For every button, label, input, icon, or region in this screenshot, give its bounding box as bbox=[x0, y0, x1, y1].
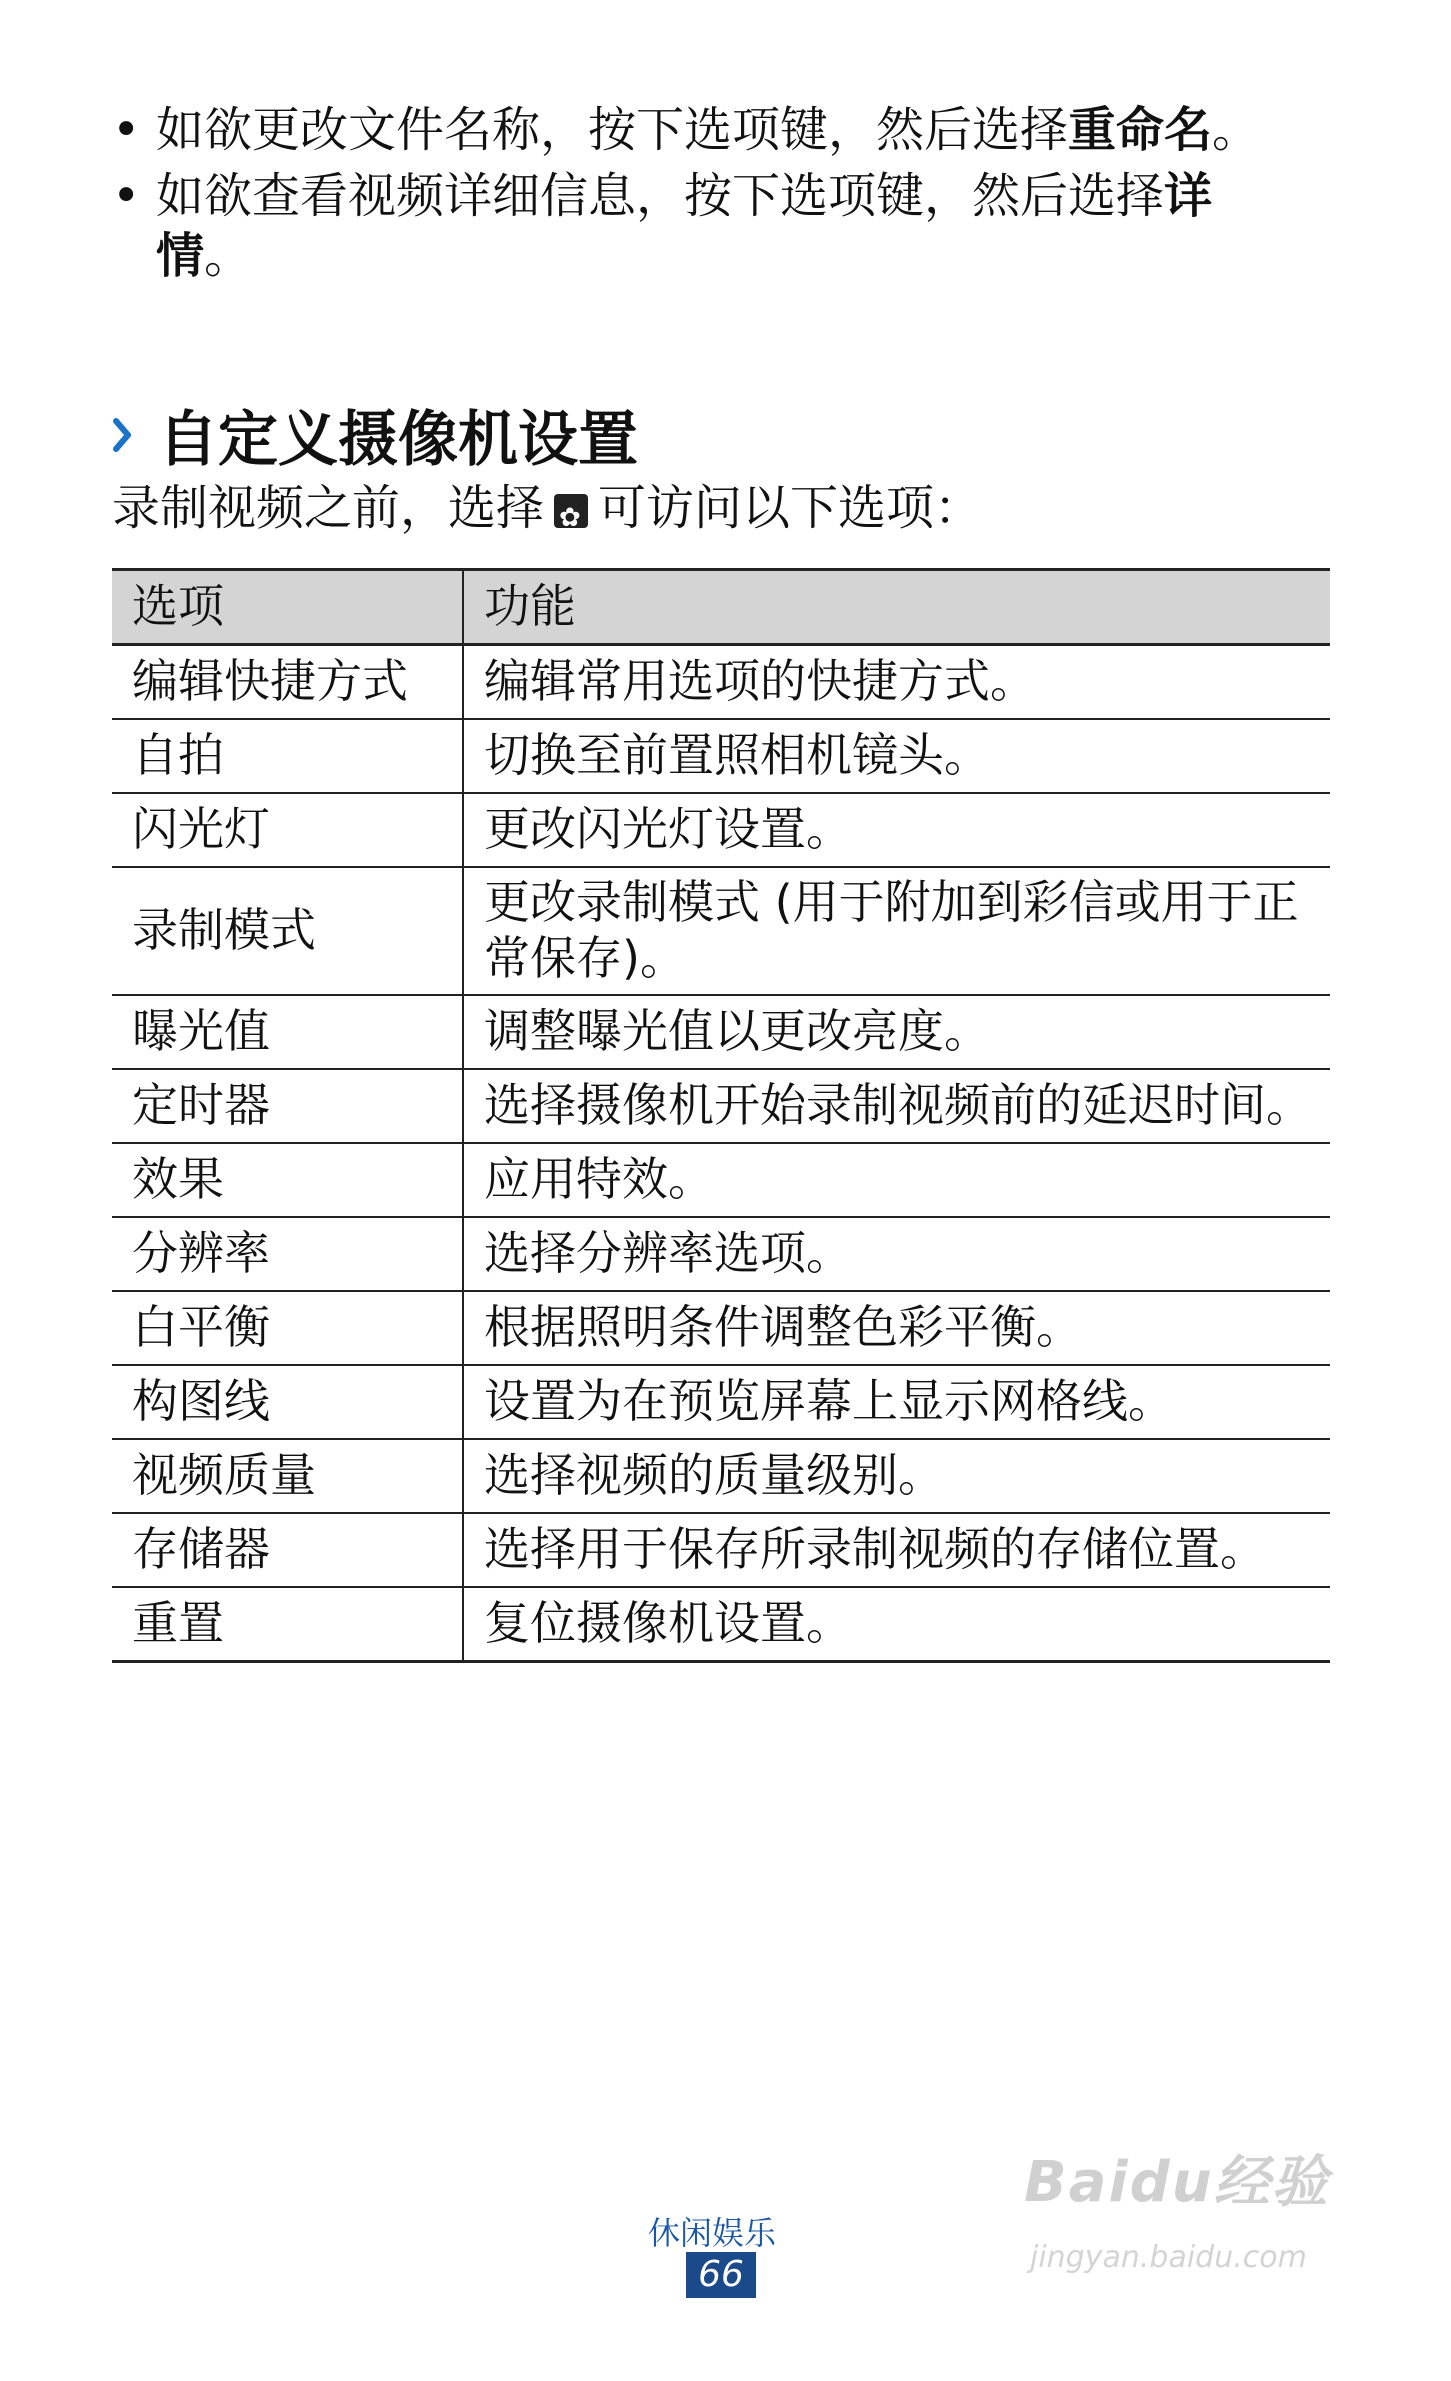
intro-text bbox=[112, 478, 982, 538]
option-name: 录制模式 bbox=[112, 867, 463, 995]
watermark-url: jingyan.baidu.com bbox=[1030, 2240, 1307, 2275]
option-name: 白平衡 bbox=[112, 1291, 463, 1365]
table-row bbox=[112, 793, 1330, 867]
table-row bbox=[112, 867, 1330, 995]
option-description: 更改录制模式 (用于附加到彩信或用于正常保存)。 bbox=[463, 867, 1330, 995]
option-description: 更改闪光灯设置。 bbox=[463, 793, 1330, 867]
table-row bbox=[112, 645, 1330, 720]
option-name: 构图线 bbox=[112, 1365, 463, 1439]
bullet-end: 。 bbox=[1212, 102, 1261, 158]
option-description: 调整曝光值以更改亮度。 bbox=[463, 995, 1330, 1069]
intro-before: 录制视频之前，选择 bbox=[112, 480, 545, 536]
table-row bbox=[112, 719, 1330, 793]
option-name: 存储器 bbox=[112, 1513, 463, 1587]
option-description: 选择用于保存所录制视频的存储位置。 bbox=[463, 1513, 1330, 1587]
options-table bbox=[112, 568, 1330, 1663]
option-description: 复位摄像机设置。 bbox=[463, 1587, 1330, 1662]
section-heading bbox=[112, 392, 638, 478]
watermark-logo: Baidu经验 bbox=[1024, 2150, 1330, 2215]
option-name: 闪光灯 bbox=[112, 793, 463, 867]
table-row bbox=[112, 1587, 1330, 1662]
bullet-end: 。 bbox=[204, 228, 253, 284]
option-description: 选择分辨率选项。 bbox=[463, 1217, 1330, 1291]
option-name: 视频质量 bbox=[112, 1439, 463, 1513]
header-option: 选项 bbox=[112, 570, 463, 645]
option-description: 选择视频的质量级别。 bbox=[463, 1439, 1330, 1513]
bullet-dot: • bbox=[112, 168, 141, 224]
option-name: 曝光值 bbox=[112, 995, 463, 1069]
table-row bbox=[112, 1513, 1330, 1587]
chapter-label: 休闲娱乐 bbox=[648, 2214, 777, 2252]
option-description: 设置为在预览屏幕上显示网格线。 bbox=[463, 1365, 1330, 1439]
table-row bbox=[112, 1217, 1330, 1291]
option-description: 选择摄像机开始录制视频前的延迟时间。 bbox=[463, 1069, 1330, 1143]
bullet-item-rename bbox=[112, 100, 1262, 160]
bullet-text: 如欲查看视频详细信息，按下选项键，然后选择 bbox=[156, 168, 1165, 224]
bullet-list bbox=[112, 100, 1262, 292]
bullet-item-details bbox=[112, 166, 1262, 286]
table-header-row bbox=[112, 570, 1330, 645]
bullet-bold: 重命名 bbox=[1068, 102, 1213, 158]
option-description: 应用特效。 bbox=[463, 1143, 1330, 1217]
option-description: 切换至前置照相机镜头。 bbox=[463, 719, 1330, 793]
option-name: 定时器 bbox=[112, 1069, 463, 1143]
section-title: 自定义摄像机设置 bbox=[158, 405, 638, 475]
option-description: 根据照明条件调整色彩平衡。 bbox=[463, 1291, 1330, 1365]
option-name: 分辨率 bbox=[112, 1217, 463, 1291]
table-row bbox=[112, 1439, 1330, 1513]
table-row bbox=[112, 1291, 1330, 1365]
bullet-bold: 详情 bbox=[156, 168, 1213, 284]
option-name: 自拍 bbox=[112, 719, 463, 793]
table-row bbox=[112, 1143, 1330, 1217]
gear-icon bbox=[554, 494, 588, 528]
option-name: 编辑快捷方式 bbox=[112, 645, 463, 720]
option-name: 效果 bbox=[112, 1143, 463, 1217]
bullet-dot: • bbox=[112, 102, 141, 158]
bullet-text: 如欲更改文件名称，按下选项键，然后选择 bbox=[156, 102, 1069, 158]
page-number: 66 bbox=[686, 2252, 756, 2298]
header-function: 功能 bbox=[463, 570, 1330, 645]
table-row bbox=[112, 1069, 1330, 1143]
chevron-right-icon bbox=[112, 418, 132, 452]
table-row bbox=[112, 1365, 1330, 1439]
option-description: 编辑常用选项的快捷方式。 bbox=[463, 645, 1330, 720]
option-name: 重置 bbox=[112, 1587, 463, 1662]
table-row bbox=[112, 995, 1330, 1069]
intro-after: 可访问以下选项： bbox=[598, 480, 983, 536]
